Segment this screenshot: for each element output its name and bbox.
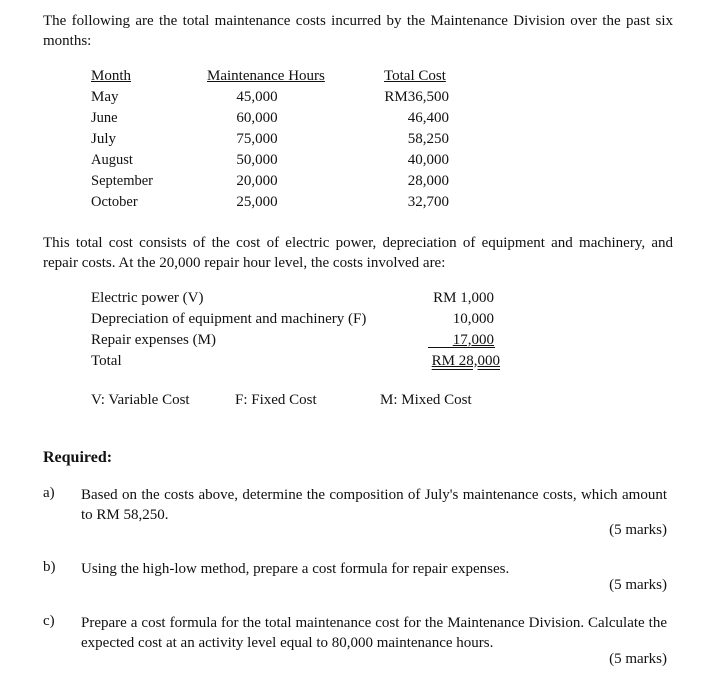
row-hours: 50,000 xyxy=(236,152,278,168)
question-marks: (5 marks) xyxy=(609,522,667,538)
row-cost: 32,700 xyxy=(407,194,449,210)
question-text: Based on the costs above, determine the composition of July's maintenance costs, which amount to RM 58,250. xyxy=(81,487,667,523)
cost-value: RM 28,000 xyxy=(431,353,500,369)
legend-fixed: F: Fixed Cost xyxy=(235,392,317,408)
question-text: Prepare a cost formula for the total maintenance cost for the Maintenance Division. Calculate the expected cost at an activity level equal to 80,000 maintenance hours. xyxy=(81,615,667,651)
row-month: July xyxy=(91,131,117,147)
row-month: May xyxy=(91,89,119,105)
cost-value: 10,000 xyxy=(452,311,494,327)
question-letter: a) xyxy=(43,485,55,501)
subtotal-rule xyxy=(428,347,495,348)
row-hours: 25,000 xyxy=(236,194,278,210)
cost-label: Repair expenses (M) xyxy=(91,332,216,348)
row-hours: 20,000 xyxy=(236,173,278,189)
question-marks: (5 marks) xyxy=(609,577,667,593)
header-maintenance-hours: Maintenance Hours xyxy=(207,68,325,84)
cost-label: Depreciation of equipment and machinery (F) xyxy=(91,311,367,327)
row-cost: RM36,500 xyxy=(384,89,449,105)
question-text: Using the high-low method, prepare a cost formula for repair expenses. xyxy=(81,561,510,577)
row-hours: 60,000 xyxy=(236,110,278,126)
row-cost: 46,400 xyxy=(407,110,449,126)
question-marks: (5 marks) xyxy=(609,651,667,667)
legend-variable: V: Variable Cost xyxy=(91,392,190,408)
legend-mixed: M: Mixed Cost xyxy=(380,392,472,408)
cost-value: 17,000 xyxy=(452,332,494,348)
row-cost: 58,250 xyxy=(407,131,449,147)
row-month: June xyxy=(91,110,118,126)
row-hours: 45,000 xyxy=(236,89,278,105)
cost-label: Electric power (V) xyxy=(91,290,204,306)
row-month: August xyxy=(91,152,133,168)
question-letter: b) xyxy=(43,559,56,575)
header-month: Month xyxy=(91,68,132,84)
row-hours: 75,000 xyxy=(236,131,278,147)
cost-description-paragraph: This total cost consists of the cost of electric power, depreciation of equipment and machinery, and repair costs. At the 20,000 repair hour level, the costs involved are: xyxy=(43,235,673,271)
header-total-cost: Total Cost xyxy=(384,68,446,84)
intro-paragraph: The following are the total maintenance costs incurred by the Maintenance Division over the past six months: xyxy=(43,13,673,49)
row-cost: 28,000 xyxy=(407,173,449,189)
cost-label: Total xyxy=(91,353,122,369)
row-month: October xyxy=(91,194,138,210)
row-month: September xyxy=(91,173,154,189)
question-letter: c) xyxy=(43,613,55,629)
cost-total-underlined xyxy=(400,351,500,372)
required-heading: Required: xyxy=(43,449,113,466)
cost-value: RM 1,000 xyxy=(433,290,494,306)
row-cost: 40,000 xyxy=(407,152,449,168)
